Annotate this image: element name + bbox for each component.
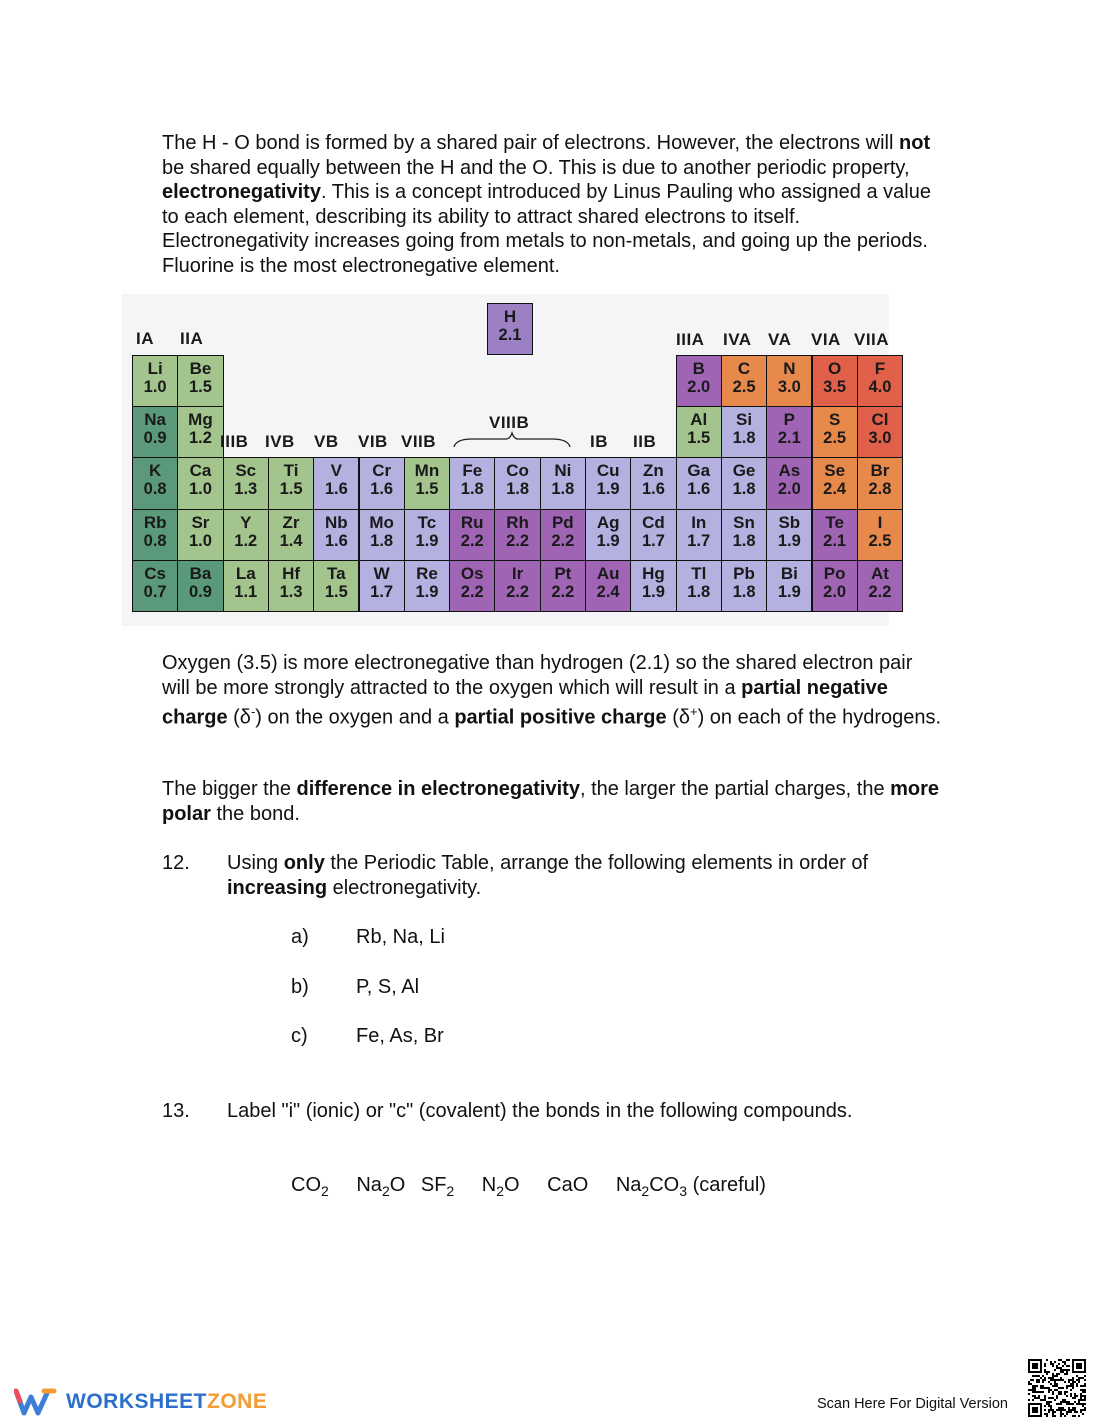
formula-part: SF [420, 1174, 447, 1196]
element-symbol: Pb [733, 563, 755, 583]
element-symbol: Tc [417, 512, 437, 532]
scan-caption: Scan Here For Digital Version [817, 1396, 1008, 1412]
element-electronegativity: 4.0 [868, 378, 892, 396]
element-symbol: Ge [732, 461, 756, 481]
element-symbol: K [149, 461, 162, 481]
element-ta [313, 560, 359, 612]
element-electronegativity: 1.7 [641, 531, 665, 550]
element-electronegativity: 1.5 [415, 480, 439, 499]
formula-subscript: 2 [321, 1183, 329, 1199]
q12-bold-increasing: increasing [227, 876, 328, 899]
element-al [676, 406, 722, 458]
element-symbol: Rb [143, 512, 167, 532]
compound-na2co3 [615, 1174, 766, 1199]
brand-part-1: WORKSHEET [66, 1390, 207, 1413]
element-bi [766, 560, 812, 612]
formula-part: CO [291, 1174, 321, 1196]
element-i [857, 509, 903, 561]
element-cd [630, 509, 676, 561]
element-electronegativity: 1.8 [732, 429, 756, 448]
element-symbol: Mg [188, 410, 213, 430]
element-electronegativity: 1.9 [415, 531, 439, 550]
element-symbol: Nb [325, 512, 348, 532]
element-symbol: Hg [642, 563, 665, 583]
element-electronegativity: 0.8 [143, 531, 167, 550]
element-symbol: H [503, 307, 517, 326]
p2-text: (δ [227, 706, 251, 729]
element-na [132, 406, 178, 458]
p3-text: the bond. [210, 802, 300, 825]
element-symbol: Te [825, 512, 844, 532]
group-label-iia: IIA [180, 329, 204, 348]
group-label-iiia: IIIA [676, 330, 705, 349]
element-electronegativity: 2.5 [823, 429, 847, 448]
p3-text: , the larger the partial charges, the [579, 778, 891, 800]
element-au [585, 560, 631, 612]
element-electronegativity: 2.5 [868, 531, 892, 550]
element-symbol: Ca [189, 461, 212, 481]
formula-subscript: 2 [381, 1183, 390, 1199]
worksheetzone-logo[interactable] [14, 1382, 267, 1422]
element-symbol: Pd [551, 512, 574, 532]
element-fe [449, 457, 495, 509]
element-electronegativity: 1.6 [324, 480, 348, 499]
element-symbol: Pt [554, 563, 572, 583]
element-symbol: Au [596, 563, 620, 583]
element-symbol: Zr [282, 512, 300, 532]
intro-bold-electronegativity: electronegativity [162, 181, 321, 204]
element-nb [313, 509, 359, 561]
question-number: 12. [162, 852, 190, 874]
element-tc [404, 509, 450, 561]
element-c [721, 355, 767, 407]
option-label: b) [291, 976, 309, 998]
element-ga [676, 457, 722, 509]
option-label: a) [291, 926, 309, 948]
element-symbol: C [737, 359, 751, 378]
element-cr [359, 457, 405, 509]
p3-text: The bigger the [162, 778, 297, 800]
element-li [132, 355, 178, 407]
q12-bold-only: only [283, 852, 325, 874]
element-electronegativity: 1.3 [279, 582, 303, 601]
group-label-ib: IB [590, 432, 608, 451]
option-text: Fe, As, Br [356, 1025, 444, 1047]
formula-subscript: 3 [679, 1183, 688, 1199]
element-symbol: Ga [687, 461, 711, 481]
formula-part: CO [649, 1174, 680, 1196]
element-symbol: V [330, 461, 342, 481]
element-symbol: Ni [554, 461, 572, 481]
group-label-viib: VIIB [401, 432, 437, 451]
formula-part: Na [356, 1174, 382, 1196]
element-as [766, 457, 812, 509]
element-electronegativity: 1.5 [687, 429, 711, 448]
element-electronegativity: 2.4 [823, 480, 847, 499]
element-be [177, 355, 223, 407]
element-symbol: Ta [327, 563, 346, 583]
element-electronegativity: 2.8 [868, 480, 892, 499]
element-electronegativity: 1.5 [188, 378, 212, 396]
element-ba [177, 560, 223, 612]
element-zn [630, 457, 676, 509]
element-electronegativity: 2.0 [823, 582, 847, 601]
element-electronegativity: 2.2 [506, 531, 529, 550]
element-symbol: Ir [511, 563, 524, 583]
element-symbol: Rh [506, 512, 529, 532]
compound-sf2 [420, 1174, 455, 1199]
p3-bold-difference: difference in electronegativity [296, 778, 580, 800]
element-symbol: Si [736, 410, 753, 430]
option-text: Rb, Na, Li [356, 926, 445, 948]
element-symbol: Ag [596, 512, 620, 532]
group-label-iva: IVA [723, 330, 752, 349]
element-electronegativity: 2.5 [732, 378, 756, 396]
element-ge [721, 457, 767, 509]
element-symbol: Ti [283, 461, 299, 481]
element-f [857, 355, 903, 407]
element-electronegativity: 1.0 [188, 480, 212, 499]
element-symbol: Y [240, 512, 252, 532]
worksheetzone-wordmark [66, 1390, 267, 1414]
element-electronegativity: 1.0 [188, 531, 212, 550]
element-electronegativity: 2.4 [596, 582, 620, 601]
element-symbol: Co [506, 461, 529, 481]
element-electronegativity: 1.8 [732, 582, 756, 601]
element-symbol: Al [690, 410, 708, 430]
element-symbol: Br [870, 461, 890, 481]
element-po [812, 560, 858, 612]
element-symbol: Se [824, 461, 846, 481]
delta-plus-sup: + [690, 704, 698, 720]
element-electronegativity: 1.7 [370, 582, 394, 601]
element-electronegativity: 1.8 [732, 531, 756, 550]
element-electronegativity: 3.0 [868, 429, 892, 448]
element-ir [494, 560, 540, 612]
element-ca [177, 457, 223, 509]
intro-text: be shared equally between the H and the O. This is due to another periodic property, [162, 156, 910, 179]
group-label-via: VIA [811, 330, 841, 349]
element-sr [177, 509, 223, 561]
element-symbol: O [828, 359, 842, 378]
element-v [313, 457, 359, 509]
element-in [676, 509, 722, 561]
intro-paragraph [162, 131, 942, 279]
element-symbol: B [692, 359, 705, 378]
group-label-viia: VIIA [854, 330, 890, 349]
element-symbol: Mn [414, 461, 440, 481]
element-br [857, 457, 903, 509]
group-label-viiib: VIIIB [489, 413, 530, 432]
compound-note: (careful) [687, 1174, 766, 1196]
element-symbol: La [235, 563, 256, 583]
element-electronegativity: 1.9 [415, 582, 439, 601]
element-symbol: Ru [460, 512, 484, 532]
element-electronegativity: 2.1 [777, 429, 801, 448]
element-symbol: Cr [372, 461, 392, 481]
element-electronegativity: 2.1 [823, 531, 847, 550]
element-la [223, 560, 269, 612]
intro-text: The H - O bond is formed by a shared pair of electrons. However, the electrons will [162, 132, 900, 154]
compound-n2o [481, 1174, 520, 1199]
element-s [812, 406, 858, 458]
element-symbol: Re [416, 563, 438, 583]
element-sn [721, 509, 767, 561]
element-symbol: At [870, 563, 889, 583]
element-symbol: W [373, 563, 390, 583]
element-electronegativity: 1.6 [641, 480, 665, 499]
element-sb [766, 509, 812, 561]
question-text [227, 851, 947, 900]
element-electronegativity: 2.1 [498, 326, 522, 344]
element-electronegativity: 3.0 [777, 378, 801, 396]
brand-part-2: ZONE [207, 1390, 268, 1413]
periodic-table-figure [122, 294, 892, 626]
element-co [494, 457, 540, 509]
formula-part: O [504, 1174, 520, 1196]
element-electronegativity: 2.2 [506, 582, 529, 601]
p2-text: Oxygen (3.5) is more electronegative than hydrogen (2.1) so the shared electron pair will be more strongly attracted to the oxygen which will result in a [162, 652, 913, 699]
group-label-iiib: IIIB [220, 432, 249, 451]
element-ru [449, 509, 495, 561]
element-cs [132, 560, 178, 612]
element-electronegativity: 0.9 [143, 429, 167, 448]
element-symbol: Cd [642, 512, 665, 532]
element-electronegativity: 1.2 [188, 429, 212, 448]
formula-part: N [481, 1174, 497, 1196]
element-symbol: Ba [189, 563, 212, 583]
element-electronegativity: 1.9 [596, 480, 620, 499]
element-electronegativity: 1.3 [234, 480, 258, 499]
element-rh [494, 509, 540, 561]
p2-text: (δ [666, 706, 690, 729]
element-hg [630, 560, 676, 612]
question-text: Label "i" (ionic) or "c" (covalent) the bonds in the following compounds. [227, 1100, 853, 1122]
group-viiib-bracket [452, 431, 572, 451]
compound-list [291, 1174, 766, 1199]
element-symbol: I [877, 512, 883, 532]
element-se [812, 457, 858, 509]
formula-part: O [389, 1174, 406, 1196]
option-label: c) [291, 1025, 308, 1047]
element-sc [223, 457, 269, 509]
formula-subscript: 2 [446, 1183, 455, 1199]
group-label-va: VA [768, 330, 792, 349]
element-b [676, 355, 722, 407]
element-os [449, 560, 495, 612]
element-rb [132, 509, 178, 561]
element-mo [359, 509, 405, 561]
element-electronegativity: 1.8 [506, 480, 529, 499]
question-12 [162, 851, 962, 906]
element-pt [540, 560, 586, 612]
element-electronegativity: 1.6 [324, 531, 348, 550]
group-label-ivb: IVB [265, 432, 295, 451]
element-w [359, 560, 405, 612]
p2-text: ) on each of the hydrogens. [697, 706, 942, 729]
partial-charge-paragraph [162, 651, 942, 730]
compound-cao: CaO [547, 1174, 589, 1196]
element-symbol: Po [823, 563, 846, 583]
element-electronegativity: 0.8 [143, 480, 167, 499]
intro-bold-not: not [899, 132, 931, 154]
element-symbol: Fe [462, 461, 483, 481]
element-symbol: Sb [778, 512, 801, 532]
element-symbol: Os [460, 563, 484, 583]
compound-co2 [291, 1174, 329, 1199]
element-electronegativity: 1.5 [324, 582, 348, 601]
p3-bold-more-polar: more polar [162, 778, 940, 825]
element-electronegativity: 1.0 [143, 378, 167, 396]
group-label-vib: VIB [358, 432, 388, 451]
element-ni [540, 457, 586, 509]
element-o [812, 355, 858, 407]
element-electronegativity: 2.2 [868, 582, 892, 601]
element-symbol: Zn [643, 461, 664, 481]
p2-text: ) on the oxygen and a [255, 706, 455, 729]
question-number: 13. [162, 1100, 190, 1122]
element-electronegativity: 2.0 [687, 378, 711, 396]
element-electronegativity: 1.2 [234, 531, 258, 550]
element-pb [721, 560, 767, 612]
q12-text: the Periodic Table, arrange the following elements in order of [324, 852, 869, 874]
element-symbol: S [828, 410, 841, 430]
element-tl [676, 560, 722, 612]
element-symbol: Be [189, 359, 212, 378]
element-hf [268, 560, 314, 612]
element-mn [404, 457, 450, 509]
polarity-paragraph [162, 777, 942, 826]
element-electronegativity: 1.5 [279, 480, 303, 499]
element-symbol: Cu [596, 461, 620, 481]
formula-subscript: 2 [496, 1183, 505, 1199]
element-mg [177, 406, 223, 458]
element-symbol: Sc [235, 461, 257, 481]
element-symbol: As [778, 461, 801, 481]
element-electronegativity: 2.2 [551, 582, 575, 601]
element-electronegativity: 0.9 [188, 582, 212, 601]
element-n [766, 355, 812, 407]
group-label-vb: VB [314, 432, 339, 451]
element-symbol: Hf [282, 563, 301, 583]
element-symbol: Sr [191, 512, 210, 532]
element-te [812, 509, 858, 561]
element-symbol: Cs [144, 563, 167, 583]
element-electronegativity: 1.8 [687, 582, 711, 601]
group-label-ia: IA [136, 329, 154, 348]
element-symbol: Na [144, 410, 167, 430]
element-symbol: Cl [871, 410, 889, 430]
element-p [766, 406, 812, 458]
element-symbol: Bi [780, 563, 798, 583]
element-symbol: Sn [733, 512, 755, 532]
element-h [487, 303, 533, 355]
p2-bold-partial-positive: partial positive charge [454, 706, 667, 729]
element-ag [585, 509, 631, 561]
element-ti [268, 457, 314, 509]
element-electronegativity: 1.8 [460, 480, 484, 499]
element-zr [268, 509, 314, 561]
element-electronegativity: 3.5 [823, 378, 847, 396]
group-label-iib: IIB [633, 432, 657, 451]
element-cu [585, 457, 631, 509]
element-electronegativity: 1.8 [551, 480, 575, 499]
element-si [721, 406, 767, 458]
element-electronegativity: 1.7 [687, 531, 711, 550]
element-electronegativity: 2.2 [551, 531, 575, 550]
element-pd [540, 509, 586, 561]
element-symbol: Mo [369, 512, 394, 532]
formula-part: Na [615, 1174, 642, 1196]
element-k [132, 457, 178, 509]
question-13 [162, 1099, 962, 1129]
element-electronegativity: 1.6 [687, 480, 711, 499]
element-electronegativity: 2.2 [460, 582, 484, 601]
option-text: P, S, Al [356, 976, 420, 998]
element-electronegativity: 1.4 [279, 531, 303, 550]
element-electronegativity: 1.8 [732, 480, 756, 499]
p2-bold-partial-negative: partial negative charge [162, 676, 888, 729]
element-symbol: P [783, 410, 795, 430]
worksheetzone-logo-icon [14, 1387, 58, 1417]
qr-code-icon[interactable] [1028, 1359, 1086, 1417]
q12-text: Using [227, 852, 284, 874]
element-electronegativity: 1.1 [234, 582, 258, 601]
formula-subscript: 2 [641, 1183, 650, 1199]
element-cl [857, 406, 903, 458]
element-electronegativity: 1.9 [641, 582, 665, 601]
element-electronegativity: 2.0 [777, 480, 801, 499]
element-electronegativity: 1.6 [370, 480, 394, 499]
element-at [857, 560, 903, 612]
element-electronegativity: 1.9 [596, 531, 620, 550]
element-electronegativity: 1.9 [777, 582, 801, 601]
intro-text: . This is a concept introduced by Linus Pauling who assigned a value to each element, describing its ability to attract shared electrons to itself. Electronegativity increases going from metals to non-metals, and going up the periods. Fluorine is the most electronegative element. [162, 181, 931, 277]
element-symbol: In [691, 512, 707, 532]
element-symbol: Tl [691, 563, 707, 583]
compound-na2o [356, 1174, 406, 1199]
element-electronegativity: 1.8 [370, 531, 394, 550]
element-y [223, 509, 269, 561]
element-electronegativity: 1.9 [777, 531, 801, 550]
element-re [404, 560, 450, 612]
element-electronegativity: 2.2 [460, 531, 484, 550]
element-electronegativity: 0.7 [143, 582, 167, 601]
element-symbol: Li [147, 359, 163, 378]
delta-minus-sup: - [250, 704, 256, 720]
element-symbol: N [783, 359, 796, 378]
element-symbol: F [874, 359, 886, 378]
q12-text: electronegativity. [327, 876, 482, 899]
